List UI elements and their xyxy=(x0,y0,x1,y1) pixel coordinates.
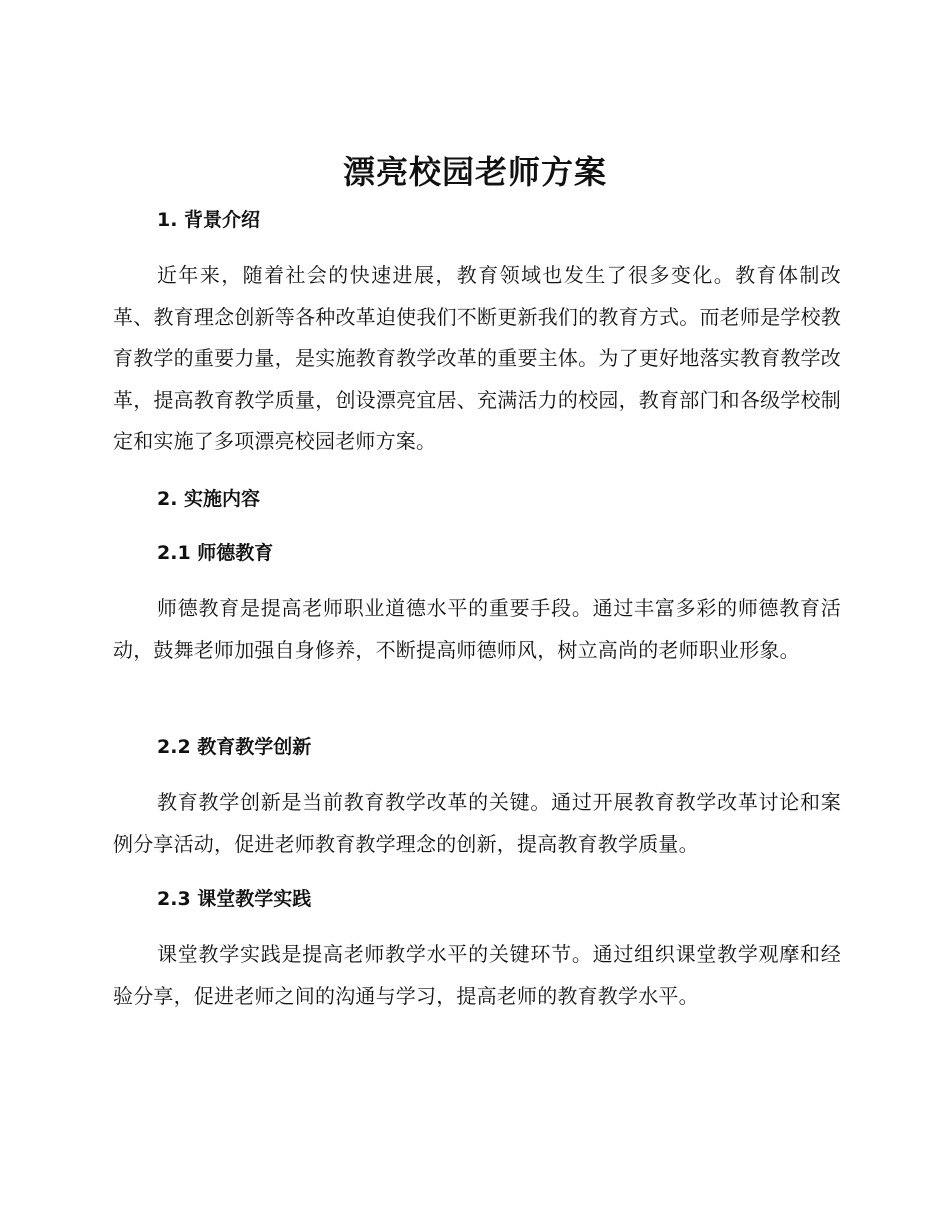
section-heading-practice: 2.3 课堂教学实践 xyxy=(157,888,312,910)
paragraph-background: 近年来，随着社会的快速进展，教育领域也发生了很多变化。教育体制改革、教育理念创新等各种改革迫使我们不断更新我们的教育方式。而老师是学校教育教学的重要力量，是实施教育教学改革的重要主体。为了更好地落实教育教学改革，提高教育教学质量，创设漂亮宜居、充满活力的校园，教育部门和各级学校制定和实施了多项漂亮校园老师方案。 xyxy=(113,263,841,453)
section-heading-background: 1. 背景介绍 xyxy=(157,209,261,231)
section-heading-innovation: 2.2 教育教学创新 xyxy=(157,736,312,758)
section-heading-implementation: 2. 实施内容 xyxy=(157,488,261,510)
paragraph-ethics: 师德教育是提高老师职业道德水平的重要手段。通过丰富多彩的师德教育活动，鼓舞老师加强自身修养，不断提高师德师风，树立高尚的老师职业形象。 xyxy=(113,596,841,662)
paragraph-practice: 课堂教学实践是提高老师教学水平的关键环节。通过组织课堂教学观摩和经验分享，促进老师之间的沟通与学习，提高老师的教育教学水平。 xyxy=(113,942,841,1008)
document-title: 漂亮校园老师方案 xyxy=(342,153,607,191)
section-heading-ethics: 2.1 师德教育 xyxy=(157,542,274,564)
paragraph-innovation: 教育教学创新是当前教育教学改革的关键。通过开展教育教学改革讨论和案例分享活动，促进老师教育教学理念的创新，提高教育教学质量。 xyxy=(113,790,841,856)
